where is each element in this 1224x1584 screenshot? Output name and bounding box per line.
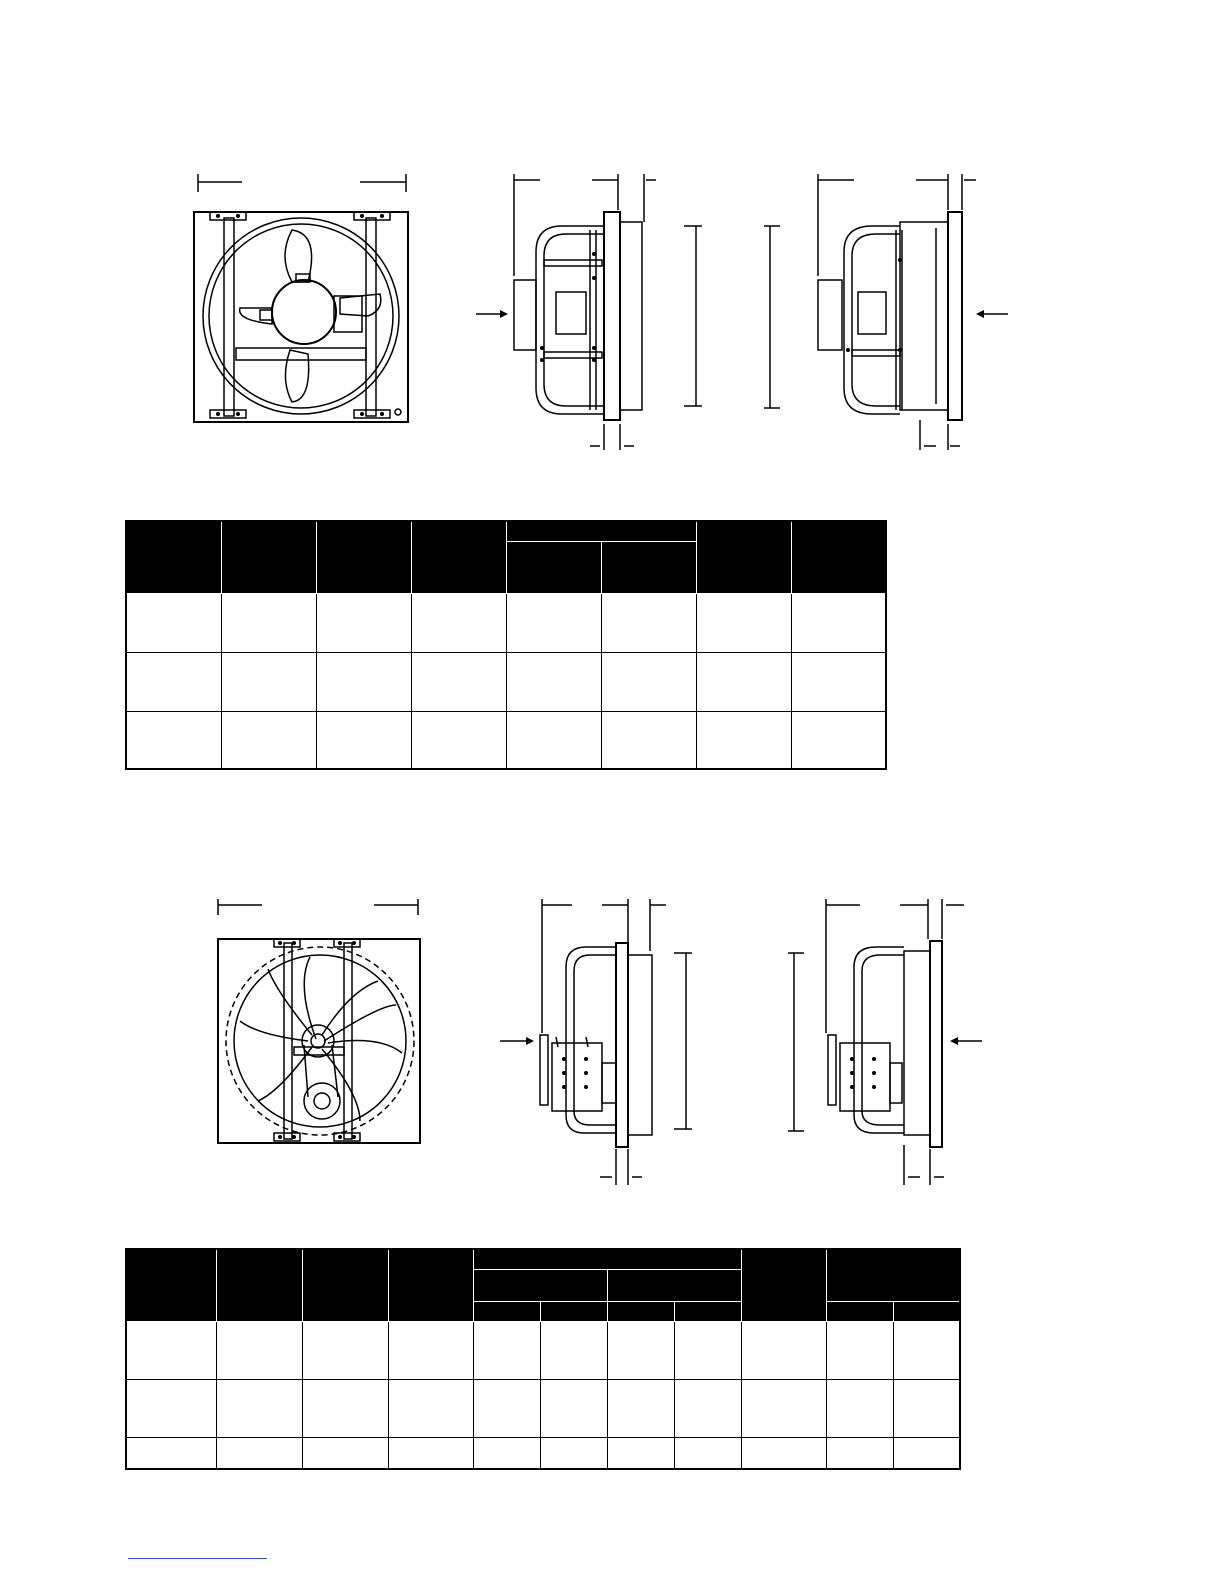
belt-drive-side-view-left bbox=[490, 895, 710, 1195]
t2-subgroup-header bbox=[607, 1269, 741, 1301]
t2-subheader bbox=[540, 1301, 607, 1321]
airflow-arrow-icon bbox=[950, 1037, 958, 1045]
airflow-arrow-icon bbox=[976, 310, 984, 318]
t2-subgroup-header bbox=[473, 1269, 607, 1301]
table-row bbox=[126, 652, 886, 711]
t2-subheader bbox=[473, 1301, 540, 1321]
t2-header bbox=[302, 1249, 388, 1321]
table-row bbox=[126, 593, 886, 652]
direct-drive-side-view-right bbox=[760, 170, 1020, 460]
table-2 bbox=[125, 1248, 961, 1470]
t2-subheader bbox=[607, 1301, 674, 1321]
belt-drive-front-view bbox=[210, 895, 430, 1155]
t2-subheader bbox=[674, 1301, 741, 1321]
t1-header bbox=[126, 521, 221, 593]
t2-header bbox=[741, 1249, 826, 1321]
t1-subheader bbox=[506, 541, 601, 593]
t1-subheader bbox=[601, 541, 696, 593]
t2-group-header bbox=[826, 1249, 960, 1301]
table-row bbox=[126, 1321, 960, 1379]
t2-group-header bbox=[473, 1249, 741, 1269]
direct-drive-front-view bbox=[180, 170, 430, 440]
table-row bbox=[126, 1379, 960, 1437]
t1-header bbox=[221, 521, 316, 593]
t2-header bbox=[388, 1249, 473, 1321]
table-row bbox=[126, 711, 886, 769]
table-row bbox=[126, 1437, 960, 1469]
t2-subheader bbox=[826, 1301, 893, 1321]
airflow-arrow-icon bbox=[526, 1037, 534, 1045]
t2-header bbox=[126, 1249, 216, 1321]
t1-header bbox=[316, 521, 411, 593]
t1-group-header bbox=[506, 521, 696, 541]
t2-subheader bbox=[893, 1301, 960, 1321]
direct-drive-side-view-left bbox=[470, 170, 730, 460]
t1-header bbox=[411, 521, 506, 593]
footer-link-underline[interactable] bbox=[128, 1558, 267, 1559]
airflow-arrow-icon bbox=[500, 310, 508, 318]
t1-header bbox=[791, 521, 886, 593]
t2-header bbox=[216, 1249, 302, 1321]
belt-drive-side-view-right bbox=[780, 895, 1000, 1195]
t1-header bbox=[696, 521, 791, 593]
table-1 bbox=[125, 520, 887, 770]
